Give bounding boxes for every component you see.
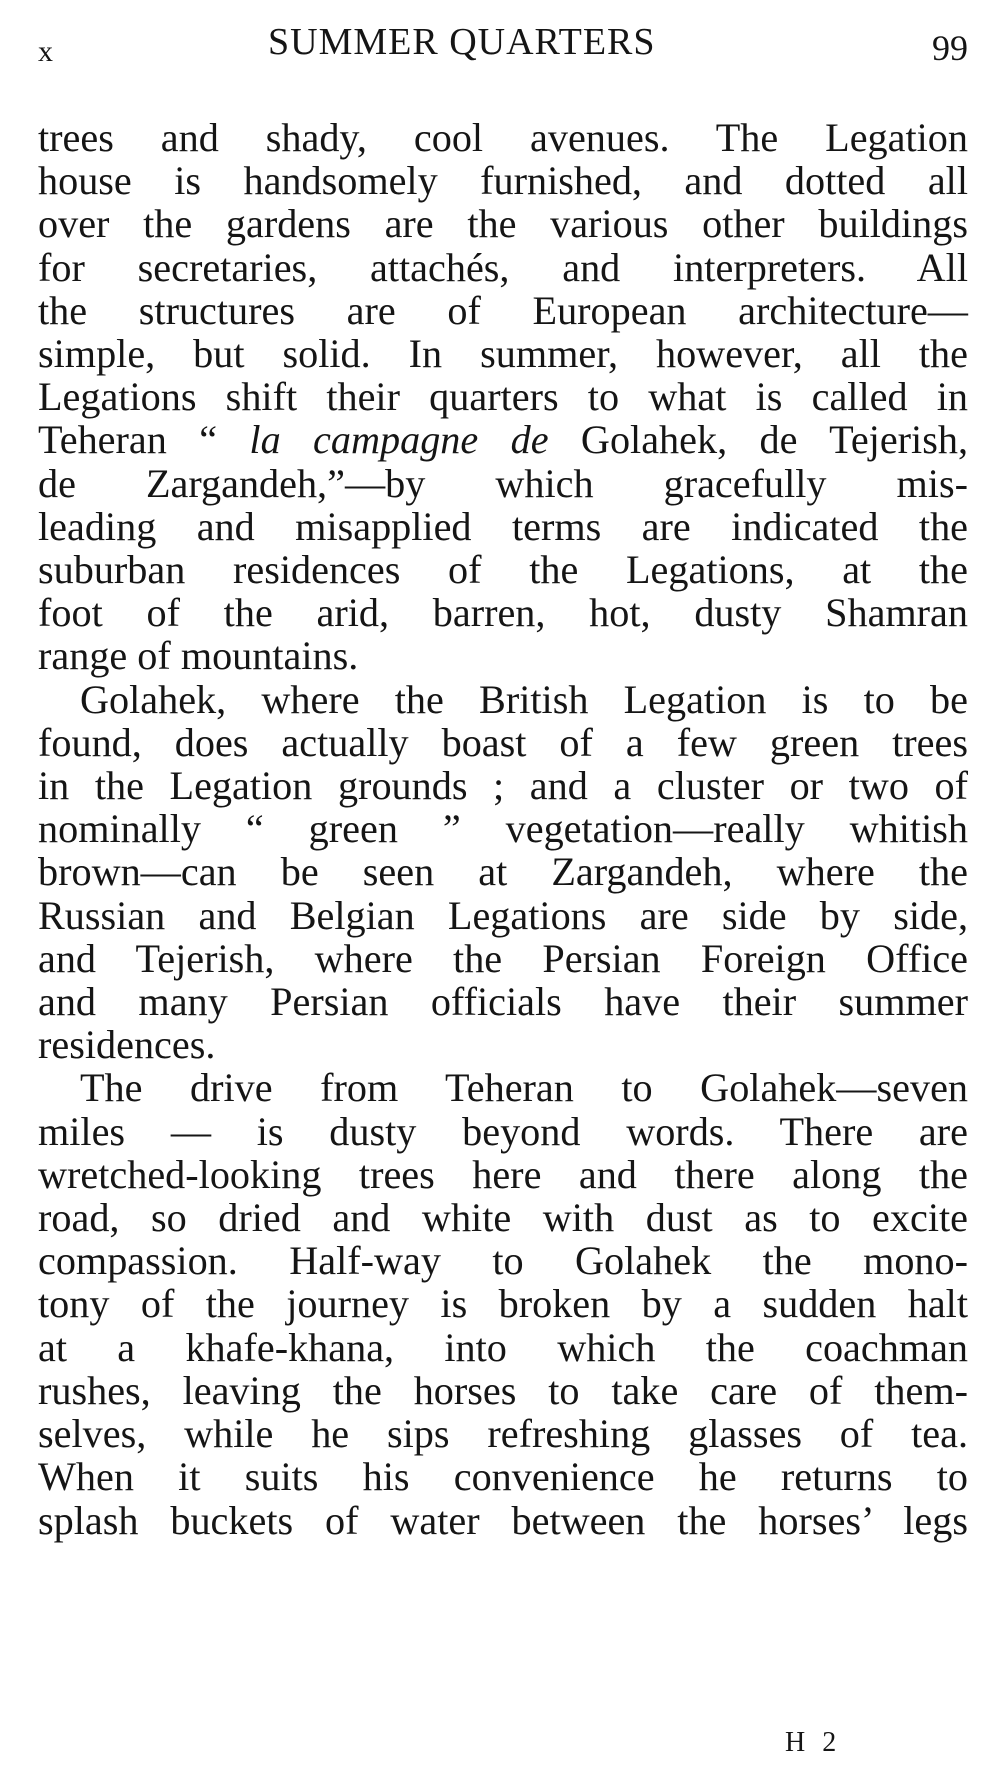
text-line: and many Persian officials have their summer bbox=[38, 979, 968, 1025]
text-line: for secretaries, attachés, and interpreters. All bbox=[38, 244, 968, 290]
text-line: Russian and Belgian Legations are side by side, bbox=[38, 892, 968, 938]
paragraph-2 bbox=[38, 678, 968, 1067]
text-line: tony of the journey is broken by a sudden halt bbox=[38, 1281, 968, 1327]
text-line-with-italic bbox=[38, 418, 968, 461]
signature-mark: H 2 bbox=[785, 1727, 842, 1758]
text-line: residences. bbox=[38, 1022, 216, 1068]
text-line: range of mountains. bbox=[38, 633, 359, 679]
text-line: and Tejerish, where the Persian Foreign Office bbox=[38, 935, 968, 981]
text-line: trees and shady, cool avenues. The Legation bbox=[38, 115, 968, 160]
text-line: wretched-looking trees here and there along the bbox=[38, 1151, 968, 1197]
text-line: The drive from Teheran to Golahek—seven bbox=[80, 1065, 968, 1111]
text-line: When it suits his convenience he returns to bbox=[38, 1454, 968, 1500]
text-line: house is handsomely furnished, and dotted all bbox=[38, 158, 968, 204]
running-title: SUMMER QUARTERS bbox=[268, 21, 656, 63]
text-line: Golahek, where the British Legation is to be bbox=[80, 676, 968, 722]
chapter-number: x bbox=[38, 35, 53, 68]
text-line: found, does actually boast of a few green trees bbox=[38, 719, 968, 765]
text-line: brown—can be seen at Zargandeh, where the bbox=[38, 849, 968, 895]
text-line: miles — is dusty beyond words. There are bbox=[38, 1108, 968, 1154]
line-text-after-italic: Golahek, de Tejerish, bbox=[548, 417, 968, 463]
text-line: selves, while he sips refreshing glasses of tea. bbox=[38, 1411, 968, 1457]
text-line: rushes, leaving the horses to take care of them- bbox=[38, 1367, 968, 1413]
text-line: suburban residences of the Legations, at the bbox=[38, 547, 968, 593]
page-number: 99 bbox=[932, 28, 968, 68]
italic-phrase: la campagne de bbox=[249, 417, 549, 463]
text-line: in the Legation grounds ; and a cluster or two of bbox=[38, 763, 968, 809]
text-line: simple, but solid. In summer, however, all the bbox=[38, 331, 968, 377]
line-text-before-italic: Teheran “ bbox=[38, 417, 250, 463]
text-line: leading and misapplied terms are indicated the bbox=[38, 503, 968, 549]
text-line: splash buckets of water between the horses’ legs bbox=[38, 1497, 968, 1543]
text-line: over the gardens are the various other buildings bbox=[38, 201, 968, 247]
text-line: the structures are of European architecture— bbox=[38, 287, 968, 333]
paragraph-1 bbox=[38, 116, 968, 678]
text-line: road, so dried and white with dust as to excite bbox=[38, 1195, 968, 1241]
text-line: de Zargandeh,”—by which gracefully mis- bbox=[38, 460, 968, 506]
running-header bbox=[38, 18, 968, 82]
text-line: Legations shift their quarters to what is called in bbox=[38, 374, 968, 420]
text-line: nominally “ green ” vegetation—really whitish bbox=[38, 806, 968, 852]
body-text bbox=[38, 116, 968, 1542]
text-line: at a khafe-khana, into which the coachman bbox=[38, 1324, 968, 1370]
text-line: compassion. Half-way to Golahek the mono- bbox=[38, 1238, 968, 1284]
text-line: foot of the arid, barren, hot, dusty Shamran bbox=[38, 590, 968, 636]
book-page bbox=[38, 18, 968, 1542]
paragraph-3 bbox=[38, 1066, 968, 1541]
